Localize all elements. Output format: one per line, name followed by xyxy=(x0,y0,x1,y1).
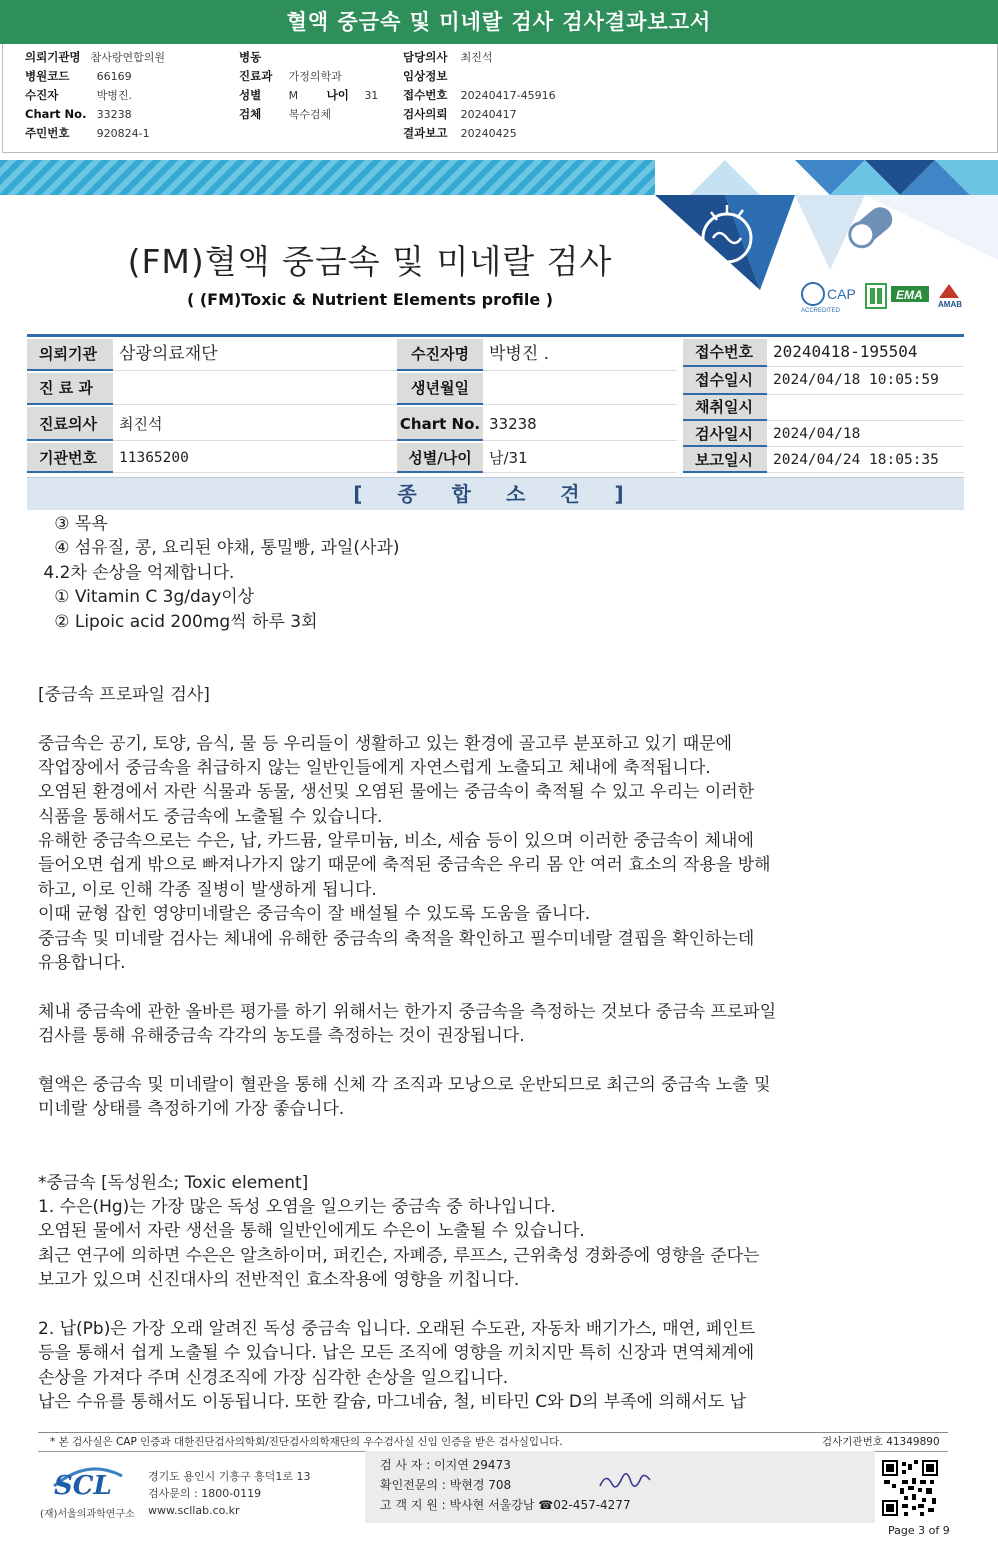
info-value-test-time: 2024/04/18 xyxy=(767,421,964,447)
info-value-dept xyxy=(113,373,397,405)
svg-text:CAP: CAP xyxy=(827,286,856,302)
svg-text:ACCREDITED: ACCREDITED xyxy=(801,308,841,314)
info-label-dob: 생년월일 xyxy=(397,373,483,405)
report-title: (FM)혈액 중금속 및 미네랄 검사 xyxy=(127,242,613,281)
body-line: 유용합니다. xyxy=(38,953,126,974)
staff-support: 고 객 지 원 : 박사현 서울강남 ☎02-457-4277 xyxy=(380,1498,631,1512)
body-line: 오염된 환경에서 자란 식물과 동물, 생선및 오염된 물에는 중금속이 축적될 수 있고 우리는 이러한 xyxy=(38,782,755,803)
body-line: 손상을 가져다 주며 신경조직에 가장 심각한 손상을 일으킵니다. xyxy=(38,1367,509,1388)
body-line: 유해한 중금속으로는 수은, 납, 카드뮴, 알루미늄, 비소, 세슘 등이 있으며 이러한 중금속이 체내에 xyxy=(38,831,754,852)
lab-website[interactable]: www.scllab.co.kr xyxy=(148,1504,240,1517)
info-value-patient: 박병진 . xyxy=(483,339,677,371)
body-line: 2. 납(Pb)은 가장 오래 알려진 독성 중금속 입니다. 오래된 수도관, 자동차 배기가스, 매연, 페인트 xyxy=(38,1318,756,1339)
page-number: Page 3 of 9 xyxy=(888,1524,950,1537)
body-line: 보고가 있으며 신진대사의 전반적인 효소작용에 영향을 끼칩니다. xyxy=(38,1270,520,1291)
header-test-date: 검사의뢰 20240417 xyxy=(403,107,517,121)
body-line: 검사를 통해 유해중금속 각각의 농도를 측정하는 것이 권장됩니다. xyxy=(38,1026,525,1047)
info-label-dept: 진 료 과 xyxy=(27,373,113,405)
info-value-collect-time xyxy=(767,395,964,421)
info-value-receipt-time: 2024/04/18 10:05:59 xyxy=(767,367,964,395)
body-line: ③ 목욕 xyxy=(38,514,108,534)
info-value-receipt: 20240418-195504 xyxy=(767,339,964,367)
body-line xyxy=(38,634,938,658)
body-line xyxy=(38,1122,938,1146)
info-label-org-no: 기관번호 xyxy=(27,443,113,473)
signature-icon xyxy=(598,1470,654,1494)
header-clinical: 임상정보 xyxy=(403,69,448,83)
info-label-collect-time: 채취일시 xyxy=(683,395,767,421)
staff-info xyxy=(380,1455,631,1515)
info-label-test-time: 검사일시 xyxy=(683,421,767,447)
body-line: 오염된 물에서 자란 생선을 통해 일반인에게도 수은이 노출될 수 있습니다. xyxy=(38,1221,585,1242)
body-line: ④ 섬유질, 콩, 요리된 야채, 통밀빵, 과일(사과) xyxy=(38,538,400,559)
svg-text:SCL: SCL xyxy=(54,1471,112,1500)
body-line: 1. 수은(Hg)는 가장 많은 독성 오염을 일으키는 중금속 중 하나입니다. xyxy=(38,1196,556,1217)
body-line xyxy=(38,1293,938,1317)
header-chart: Chart No. 33238 xyxy=(25,107,132,121)
report-banner-title: 혈액 중금속 및 미네랄 검사 검사결과보고서 xyxy=(0,0,998,44)
qr-code-icon xyxy=(882,1460,938,1516)
info-value-org-no: 11365200 xyxy=(113,443,397,473)
info-value-dob xyxy=(483,373,677,405)
info-value-report-time: 2024/04/24 18:05:35 xyxy=(767,447,964,473)
body-line: 중금속은 공기, 토양, 음식, 물 등 우리들이 생활하고 있는 환경에 골고루 분포하고 있기 때문에 xyxy=(38,733,733,754)
body-line xyxy=(38,1049,938,1073)
scl-org-name: (재)서울의과학연구소 xyxy=(40,1509,135,1520)
body-line: 4.2차 손상을 억제합니다. xyxy=(38,562,235,583)
header-specimen: 검체 복수검체 xyxy=(239,107,332,121)
footer-rule xyxy=(38,1432,948,1433)
scl-logo xyxy=(52,1460,124,1500)
info-label-sex-age: 성별/나이 xyxy=(397,443,483,473)
header-dept: 진료과 가정의학과 xyxy=(239,69,342,83)
request-header xyxy=(2,44,998,153)
info-label-report-time: 보고일시 xyxy=(683,447,767,473)
body-line xyxy=(38,707,938,731)
body-line: 작업장에서 중금속을 취급하지 않는 일반인들에게 자연스럽게 노출되고 체내에 축적됩니다. xyxy=(38,757,711,778)
body-line xyxy=(38,1146,938,1170)
info-value-chart: 33238 xyxy=(483,407,677,441)
info-value-sex-age: 남/31 xyxy=(483,443,677,473)
lm-logo xyxy=(866,284,886,308)
header-req-org: 의뢰기관명 참사랑연합의원 xyxy=(25,50,166,64)
lab-address: 경기도 용인시 기흥구 흥덕1로 13 xyxy=(148,1470,311,1483)
header-resident: 주민번호 920824-1 xyxy=(25,126,150,140)
summary-title: [ 종 합 소 견 ] xyxy=(27,477,964,510)
body-line: 중금속 및 미네랄 검사는 체내에 유해한 중금속의 축적을 확인하고 필수미네랄 결핍을 확인하는데 xyxy=(38,928,755,949)
header-patient: 수진자 박병진. xyxy=(25,88,133,102)
info-label-req-org: 의뢰기관 xyxy=(27,339,113,371)
body-line: 이때 균형 잡힌 영양미네랄은 중금속이 잘 배설될 수 있도록 도움을 줍니다. xyxy=(38,904,591,925)
body-line xyxy=(38,658,938,682)
body-line: ② Lipoic acid 200mg씩 하루 3회 xyxy=(38,611,318,632)
summary-body xyxy=(38,512,938,1414)
lab-phone: 검사문의 : 1800-0119 xyxy=(148,1487,262,1500)
body-line: 납은 수유를 통해서도 이동됩니다. 또한 칼슘, 마그네슘, 철, 비타민 C와 D의 부족에 의해서도 납 xyxy=(38,1392,747,1413)
staff-examiner: 검 사 자 : 이지연 29473 xyxy=(380,1458,511,1472)
body-line: *중금속 [독성원소; Toxic element] xyxy=(38,1172,309,1193)
header-sex: 성별 M 나이 31 xyxy=(239,88,379,102)
header-doctor: 담당의사 최진석 xyxy=(403,50,493,64)
svg-text:EMA: EMA xyxy=(896,288,923,302)
body-line xyxy=(38,975,938,999)
body-line: 등을 통해서 쉽게 노출될 수 있습니다. 납은 모든 조직에 영향을 끼치지만 특히 신장과 면역체계에 xyxy=(38,1343,755,1364)
svg-text:AMAB: AMAB xyxy=(938,300,962,309)
info-label-chart: Chart No. xyxy=(397,407,483,441)
body-line: [중금속 프로파일 검사] xyxy=(38,684,210,705)
ema-logo xyxy=(891,286,929,302)
body-line: 식품을 통해서도 중금속에 노출될 수 있습니다. xyxy=(38,806,383,827)
header-ward: 병동 xyxy=(239,50,262,64)
table-top-rule xyxy=(27,334,964,337)
staff-specialist: 확인전문의 : 박현경 708 xyxy=(380,1478,512,1492)
report-subtitle: ( (FM)Toxic & Nutrient Elements profile ) xyxy=(186,290,554,309)
header-report-date: 결과보고 20240425 xyxy=(403,126,517,140)
body-line: 혈액은 중금속 및 미네랄이 혈관을 통해 신체 각 조직과 모낭으로 운반되므로 최근의 중금속 노출 및 xyxy=(38,1074,771,1095)
header-receipt: 접수번호 20240417-45916 xyxy=(403,88,556,102)
body-line: 최근 연구에 의하면 수은은 알츠하이머, 퍼킨슨, 자폐증, 루프스, 근위축성 경화증에 영향을 준다는 xyxy=(38,1245,760,1266)
footer-lab-number: 검사기관번호 41349890 xyxy=(822,1436,940,1448)
info-value-doctor: 최진석 xyxy=(113,407,397,441)
info-label-doctor: 진료의사 xyxy=(27,407,113,441)
info-value-req-org: 삼광의료재단 xyxy=(113,339,397,371)
body-line: 하고, 이로 인해 각종 질병이 발생하게 됩니다. xyxy=(38,879,377,900)
body-line: 체내 중금속에 관한 올바른 평가를 하기 위해서는 한가지 중금속을 측정하는 것보다 중금속 프로파일 xyxy=(38,1001,777,1022)
footer-certification-note: * 본 검사실은 CAP 인증과 대한진단검사의학회/진단검사의학재단의 우수검사실 신임 인증을 받은 검사실입니다. xyxy=(50,1436,563,1448)
info-label-patient: 수진자명 xyxy=(397,339,483,371)
body-line: 들어오면 쉽게 밖으로 빠져나가지 않기 때문에 축적된 중금속은 우리 몸 안 여러 효소의 작용을 방해 xyxy=(38,855,771,876)
body-line: ① Vitamin C 3g/day이상 xyxy=(38,587,255,608)
header-hosp-code: 병원코드 66169 xyxy=(25,69,132,83)
info-label-receipt: 접수번호 xyxy=(683,339,767,367)
info-label-receipt-time: 접수일시 xyxy=(683,367,767,395)
body-line: 미네랄 상태를 측정하기에 가장 좋습니다. xyxy=(38,1099,345,1120)
lab-contact xyxy=(148,1468,311,1519)
